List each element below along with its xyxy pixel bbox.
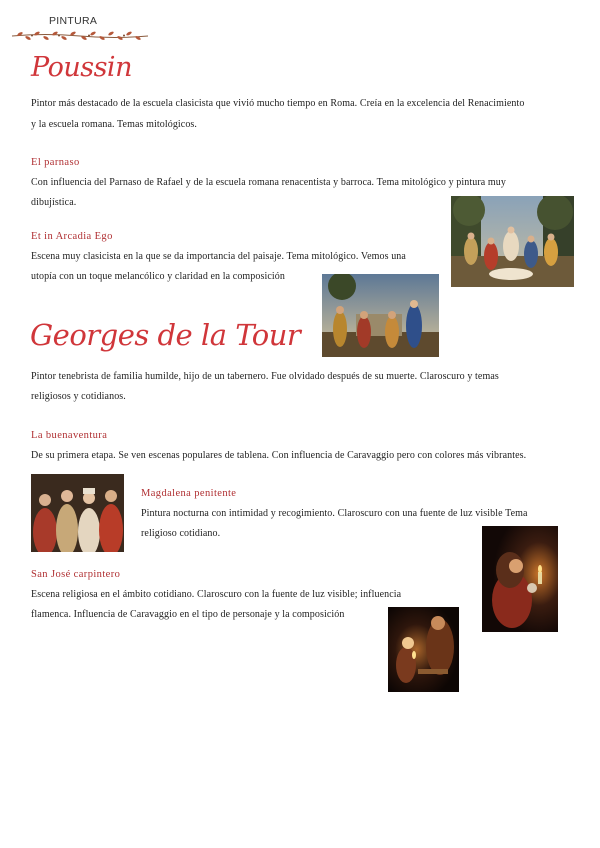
tour-intro-line-2: religiosos y cotidianos. [31, 391, 126, 402]
san-jose-desc-line-1: Escena religiosa en el ámbito cotidiano. Claroscuro con la fuente de luz visible; influencia [31, 589, 402, 600]
el-parnaso-desc-line-1: Con influencia del Parnaso de Rafael y de la escuela romana renacentista y barroca. Tema mitológico y pintura muy [31, 177, 506, 188]
section-title-georges-de-la-tour: Georges de la Tour [30, 318, 301, 352]
magdalena-desc-line-2: religioso cotidiano. [141, 528, 221, 539]
painting-et-in-arcadia-ego [322, 274, 439, 357]
poussin-intro-line-2: y la escuela romana. Temas mitológicos. [31, 119, 198, 130]
work-title-et-in-arcadia-ego: Et in Arcadia Ego [31, 231, 113, 242]
painting-magdalena-penitente [482, 526, 558, 632]
vine-branch-ornament-icon [10, 29, 150, 47]
poussin-intro-line-1: Pintor más destacado de la escuela clasicista que vivió mucho tiempo en Roma. Creía en la excelencia del Renacimiento [31, 98, 525, 109]
work-title-la-buenaventura: La buenaventura [31, 430, 108, 441]
work-title-magdalena-penitente: Magdalena penitente [141, 488, 237, 499]
buenaventura-desc-line-1: De su primera etapa. Se ven escenas populares de tablena. Con influencia de Caravaggio pero con colores más vibrantes. [31, 450, 527, 461]
san-jose-desc-line-2: flamenca. Influencia de Caravaggio en el tipo de personaje y la composición [31, 609, 345, 620]
arcadia-desc-line-1: Escena muy clasicista en la que se da importancia del paisaje. Tema mitológico. Vemos una [31, 251, 406, 262]
tour-intro-line-1: Pintor tenebrista de familia humilde, hijo de un tabernero. Fue olvidado después de su muerte. Claroscuro y temas [31, 371, 499, 382]
arcadia-desc-line-2: utopía con un toque melancólico y claridad en la composición [31, 271, 285, 282]
work-title-el-parnaso: El parnaso [31, 157, 80, 168]
work-title-san-jose-carpintero: San José carpintero [31, 569, 121, 580]
painting-el-parnaso [451, 196, 574, 287]
painting-la-buenaventura [31, 474, 124, 552]
section-title-poussin: Poussin [31, 52, 132, 83]
painting-san-jose-carpintero [388, 607, 459, 692]
el-parnaso-desc-line-2: dibujística. [31, 197, 77, 208]
page-header-label: PINTURA [49, 15, 98, 27]
magdalena-desc-line-1: Pintura nocturna con intimidad y recogimiento. Claroscuro con una fuente de luz visible Tema [141, 508, 528, 519]
